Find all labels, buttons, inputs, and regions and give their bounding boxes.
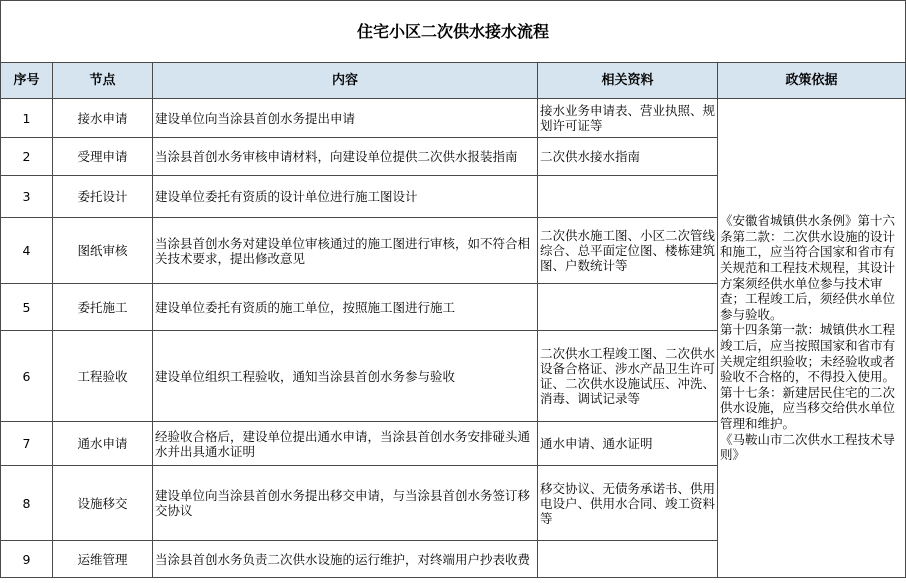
policy-clause-3: 第十七条：新建居民住宅的二次供水设施，应当移交给供水单位管理和维护。 (720, 384, 896, 431)
row-materials (538, 176, 718, 218)
row-content: 建设单位组织工程验收，通知当涂县首创水务参与验收 (153, 331, 538, 422)
row-materials: 接水业务申请表、营业执照、规划许可证等 (538, 99, 718, 138)
row-node: 接水申请 (53, 99, 153, 138)
policy-basis (718, 99, 906, 578)
row-materials (538, 284, 718, 331)
row-no: 2 (1, 138, 53, 176)
row-node: 受理申请 (53, 138, 153, 176)
row-node: 图纸审核 (53, 218, 153, 284)
row-no: 1 (1, 99, 53, 138)
row-no: 7 (1, 422, 53, 466)
row-materials: 二次供水施工图、小区二次管线综合、总平面定位图、楼栋建筑图、户数统计等 (538, 218, 718, 284)
row-node: 工程验收 (53, 331, 153, 422)
row-node: 通水申请 (53, 422, 153, 466)
row-no: 4 (1, 218, 53, 284)
row-materials: 二次供水接水指南 (538, 138, 718, 176)
policy-clause-1: 《安徽省城镇供水条例》第十六条第二款：二次供水设施的设计和施工，应当符合国家和省市有关规范和工程技术规程，其设计方案须经供水单位参与技术审查；工程竣工后，须经供水单位参与验收。 (720, 213, 896, 322)
row-node: 委托施工 (53, 284, 153, 331)
row-content: 当涂县首创水务对建设单位审核通过的施工图进行审核，如不符合相关技术要求，提出修改意见 (153, 218, 538, 284)
row-materials (538, 541, 718, 578)
row-content: 建设单位向当涂县首创水务提出移交申请，与当涂县首创水务签订移交协议 (153, 466, 538, 541)
row-no: 9 (1, 541, 53, 578)
row-content: 经验收合格后，建设单位提出通水申请，当涂县首创水务安排碰头通水并出具通水证明 (153, 422, 538, 466)
row-content: 建设单位委托有资质的设计单位进行施工图设计 (153, 176, 538, 218)
header-content: 内容 (153, 63, 538, 99)
header-policy: 政策依据 (718, 63, 906, 99)
table-title: 住宅小区二次供水接水流程 (1, 1, 906, 63)
row-no: 8 (1, 466, 53, 541)
table-row (1, 99, 906, 138)
policy-clause-4: 《马鞍山市二次供水工程技术导则》 (720, 431, 896, 463)
header-materials: 相关资料 (538, 63, 718, 99)
row-no: 5 (1, 284, 53, 331)
row-materials: 移交协议、无债务承诺书、供用电设户、供用水合同、竣工资料等 (538, 466, 718, 541)
row-no: 3 (1, 176, 53, 218)
header-no: 序号 (1, 63, 53, 99)
header-node: 节点 (53, 63, 153, 99)
row-content: 建设单位向当涂县首创水务提出申请 (153, 99, 538, 138)
row-node: 运维管理 (53, 541, 153, 578)
row-node: 设施移交 (53, 466, 153, 541)
row-content: 建设单位委托有资质的施工单位，按照施工图进行施工 (153, 284, 538, 331)
row-node: 委托设计 (53, 176, 153, 218)
policy-clause-2: 第十四条第一款：城镇供水工程竣工后，应当按照国家和省市有关规定组织验收；未经验收或者验收不合格的，不得投入使用。 (720, 322, 896, 385)
row-content: 当涂县首创水务审核申请材料，向建设单位提供二次供水报装指南 (153, 138, 538, 176)
row-content: 当涂县首创水务负责二次供水设施的运行维护，对终端用户抄表收费 (153, 541, 538, 578)
row-materials: 通水申请、通水证明 (538, 422, 718, 466)
row-materials: 二次供水工程竣工图、二次供水设备合格证、涉水产品卫生许可证、二次供水设施试压、冲洗、消毒、调试记录等 (538, 331, 718, 422)
row-no: 6 (1, 331, 53, 422)
